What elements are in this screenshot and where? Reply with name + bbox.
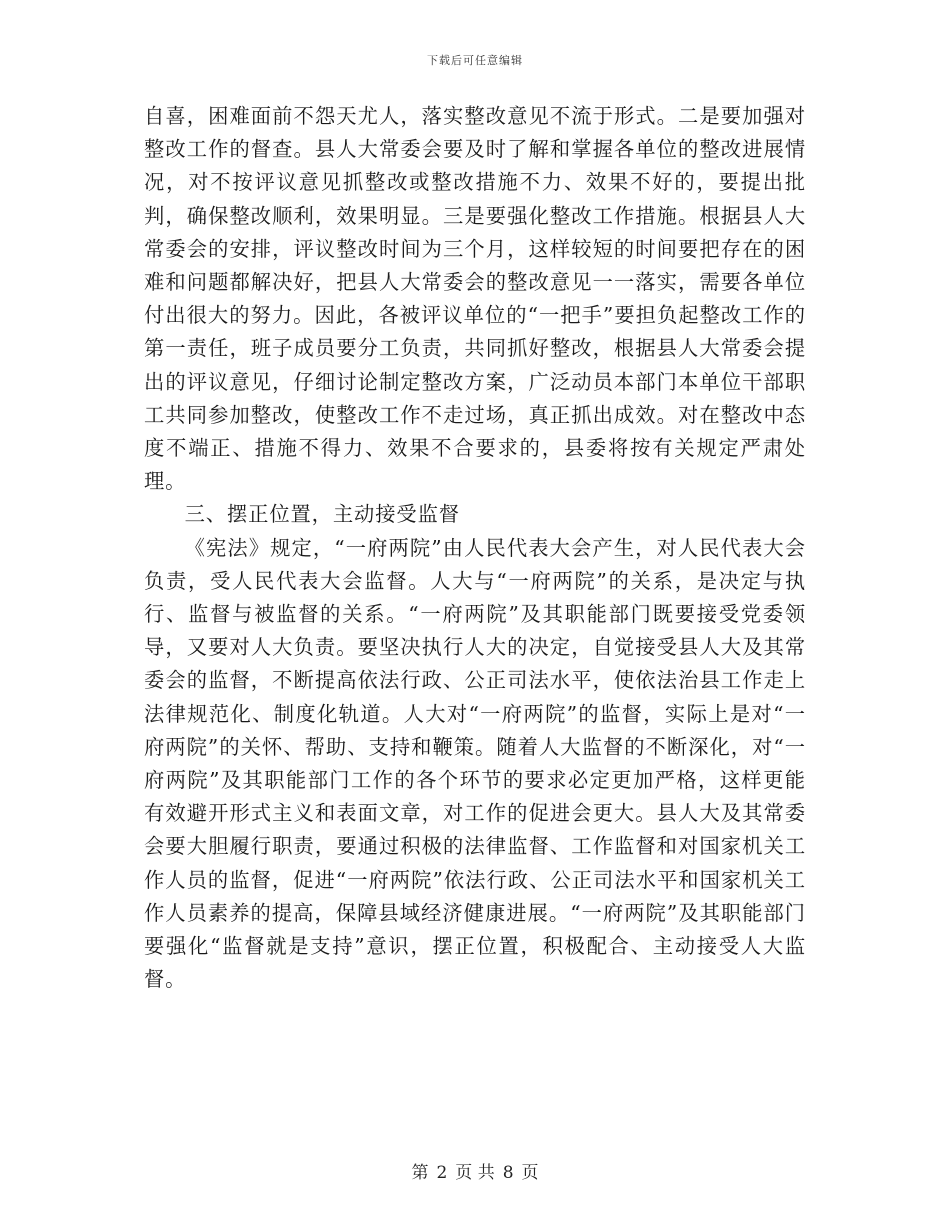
page-header-note: 下载后可任意编辑 <box>427 54 523 67</box>
footer-middle: 页 共 <box>455 1163 495 1183</box>
document-body <box>144 100 806 996</box>
footer-page-number: 2 <box>436 1163 448 1183</box>
body-paragraph: 《宪法》规定，“一府两院”由人民代表大会产生，对人民代表大会负责，受人民代表大会监督。人大与“一府两院”的关系，是决定与执行、监督与被监督的关系。“一府两院”及其职能部门既要接受党委领导，又要对人大负责。要坚决执行人大的决定，自觉接受县人大及其常委会的监督，不断提高依法行政、公正司法水平，使依法治县工作走上法律规范化、制度化轨道。人大对“一府两院”的监督，实际上是对“一府两院”的关怀、帮助、支持和鞭策。随着人大监督的不断深化，对“一府两院”及其职能部门工作的各个环节的要求必定更加严格，这样更能有效避开形式主义和表面文章，对工作的促进会更大。县人大及其常委会要大胆履行职责，要通过积极的法律监督、工作监督和对国家机关工作人员的监督，促进“一府两院”依法行政、公正司法水平和国家机关工作人员素养的提高，保障县域经济健康进展。“一府两院”及其职能部门要强化“监督就是支持”意识，摆正位置，积极配合、主动接受人大监督。 <box>144 535 806 992</box>
body-paragraph: 自喜，困难面前不怨天尤人，落实整改意见不流于形式。二是要加强对整改工作的督查。县人大常委会要及时了解和掌握各单位的整改进展情况，对不按评议意见抓整改或整改措施不力、效果不好的，要提出批判，确保整改顺利，效果明显。三是要强化整改工作措施。根据县人大常委会的安排，评议整改时间为三个月，这样较短的时间要把存在的困难和问题都解决好，把县人大常委会的整改意见一一落实，需要各单位付出很大的努力。因此，各被评议单位的“一把手”要担负起整改工作的第一责任，班子成员要分工负责，共同抓好整改，根据县人大常委会提出的评议意见，仔细讨论制定整改方案，广泛动员本部门本单位干部职工共同参加整改，使整改工作不走过场，真正抓出成效。对在整改中态度不端正、措施不得力、效果不合要求的，县委将按有关规定严肃处理。 <box>144 104 806 494</box>
section-heading: 三、摆正位置，主动接受监督 <box>184 502 460 527</box>
footer-suffix: 页 <box>521 1163 539 1183</box>
page-number-footer <box>0 1158 950 1183</box>
footer-prefix: 第 <box>411 1163 429 1183</box>
footer-total-pages: 8 <box>502 1163 514 1183</box>
